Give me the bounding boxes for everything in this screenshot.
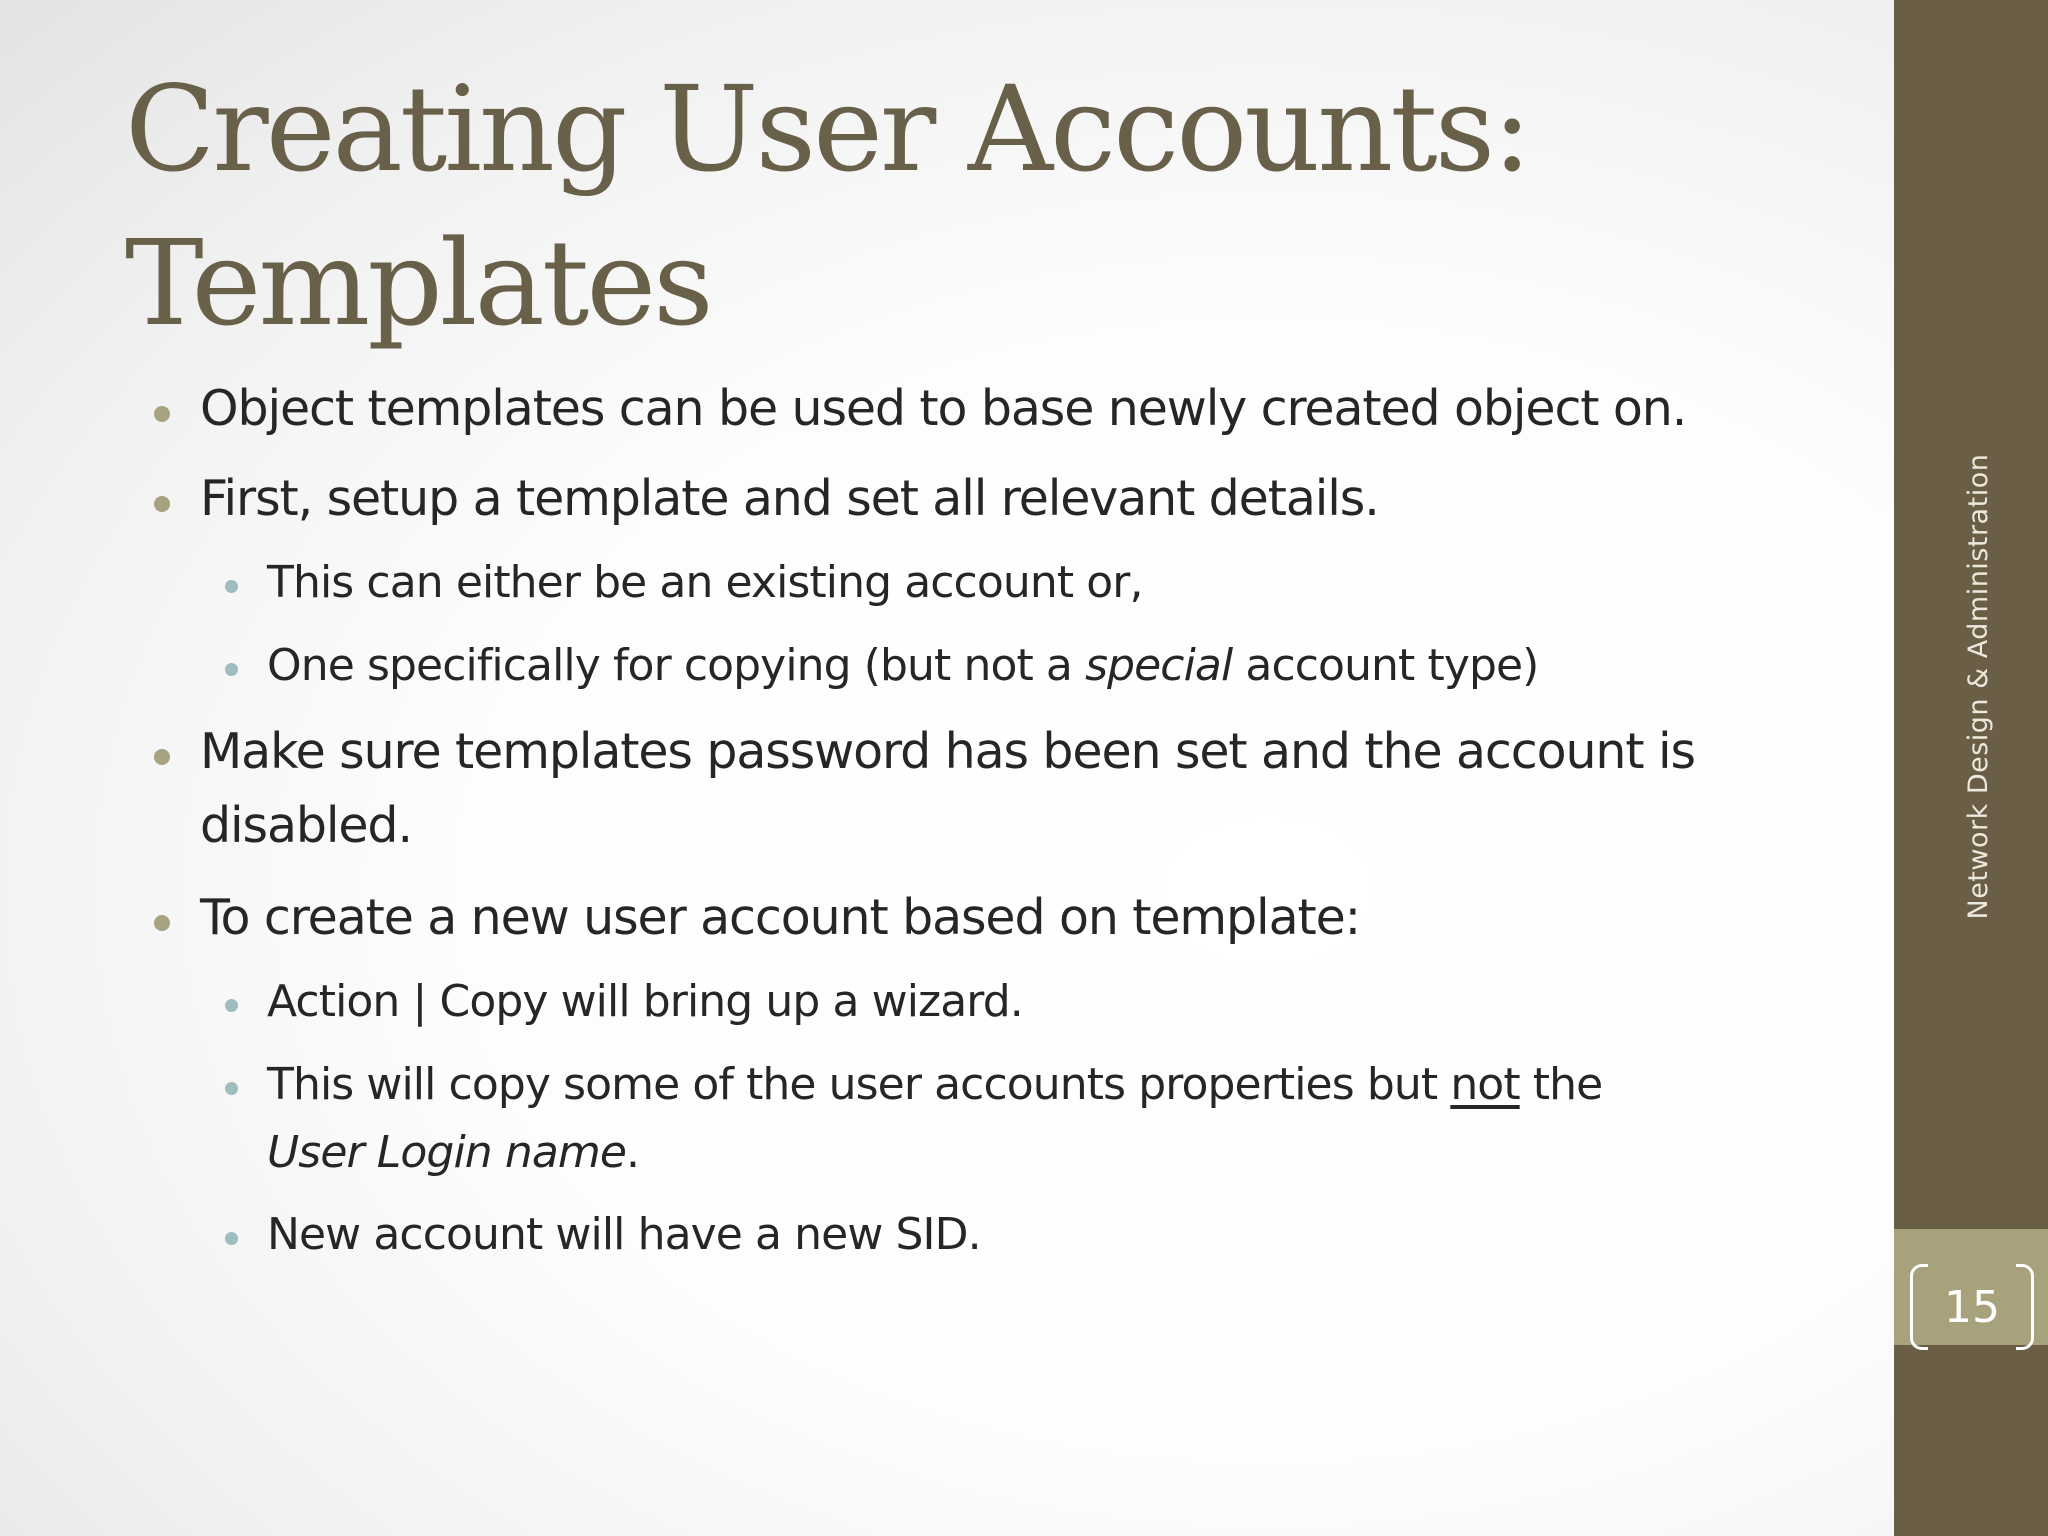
bullet-dot-icon — [154, 406, 170, 422]
bullet-text: First, setup a template and set all relevant details. — [200, 470, 1379, 527]
slide-title-line-1: Creating User Accounts: — [125, 60, 1529, 198]
bullet-item — [200, 715, 1695, 863]
right-bracket-icon — [2016, 1264, 2034, 1350]
sub-bullet-text: Action | Copy will bring up a wizard. — [267, 976, 1023, 1027]
sub-bullet-text-before: This will copy some of the user accounts properties but — [267, 1059, 1451, 1110]
bullet-text-line-2: disabled. — [200, 797, 412, 854]
sub-bullet-text-after: account type) — [1232, 640, 1539, 691]
bullet-dot-icon — [154, 915, 170, 931]
sub-bullet-line-2-italic: User Login name — [267, 1127, 627, 1178]
bullet-item — [200, 462, 1379, 536]
page-number: 15 — [1944, 1282, 2000, 1333]
sub-bullet-text: New account will have a new SID. — [267, 1209, 981, 1260]
bullet-dot-icon — [154, 496, 170, 512]
sub-bullet-emphasis: special — [1085, 640, 1233, 691]
sub-bullet-item — [267, 1051, 1602, 1187]
sub-bullet-dot-icon — [225, 1082, 238, 1095]
sub-bullet-dot-icon — [225, 999, 238, 1012]
sub-bullet-item — [267, 549, 1143, 617]
sub-bullet-dot-icon — [225, 1232, 238, 1245]
sub-bullet-item — [267, 968, 1023, 1036]
bullet-dot-icon — [154, 749, 170, 765]
bullet-text-line-1: Make sure templates password has been set and the account is — [200, 723, 1695, 780]
bullet-item — [200, 881, 1360, 955]
bullet-text: To create a new user account based on template: — [200, 889, 1361, 946]
sub-bullet-dot-icon — [225, 580, 238, 593]
sub-bullet-dot-icon — [225, 663, 238, 676]
sub-bullet-item — [267, 632, 1538, 700]
bullet-item — [200, 372, 1686, 446]
sub-bullet-item — [267, 1201, 981, 1269]
sub-bullet-text-after: the — [1519, 1059, 1603, 1110]
sub-bullet-text-before: One specifically for copying (but not a — [267, 640, 1086, 691]
bullet-text: Object templates can be used to base newly created object on. — [200, 380, 1687, 437]
slide-title-line-2: Templates — [125, 214, 711, 352]
sub-bullet-underlined: not — [1450, 1059, 1520, 1110]
left-bracket-icon — [1910, 1264, 1928, 1350]
sub-bullet-text: This can either be an existing account or, — [267, 557, 1143, 608]
sub-bullet-line-2-after: . — [626, 1127, 640, 1178]
slide-title — [125, 52, 1825, 360]
footer-course-name: Network Design & Administration — [1963, 453, 1994, 920]
